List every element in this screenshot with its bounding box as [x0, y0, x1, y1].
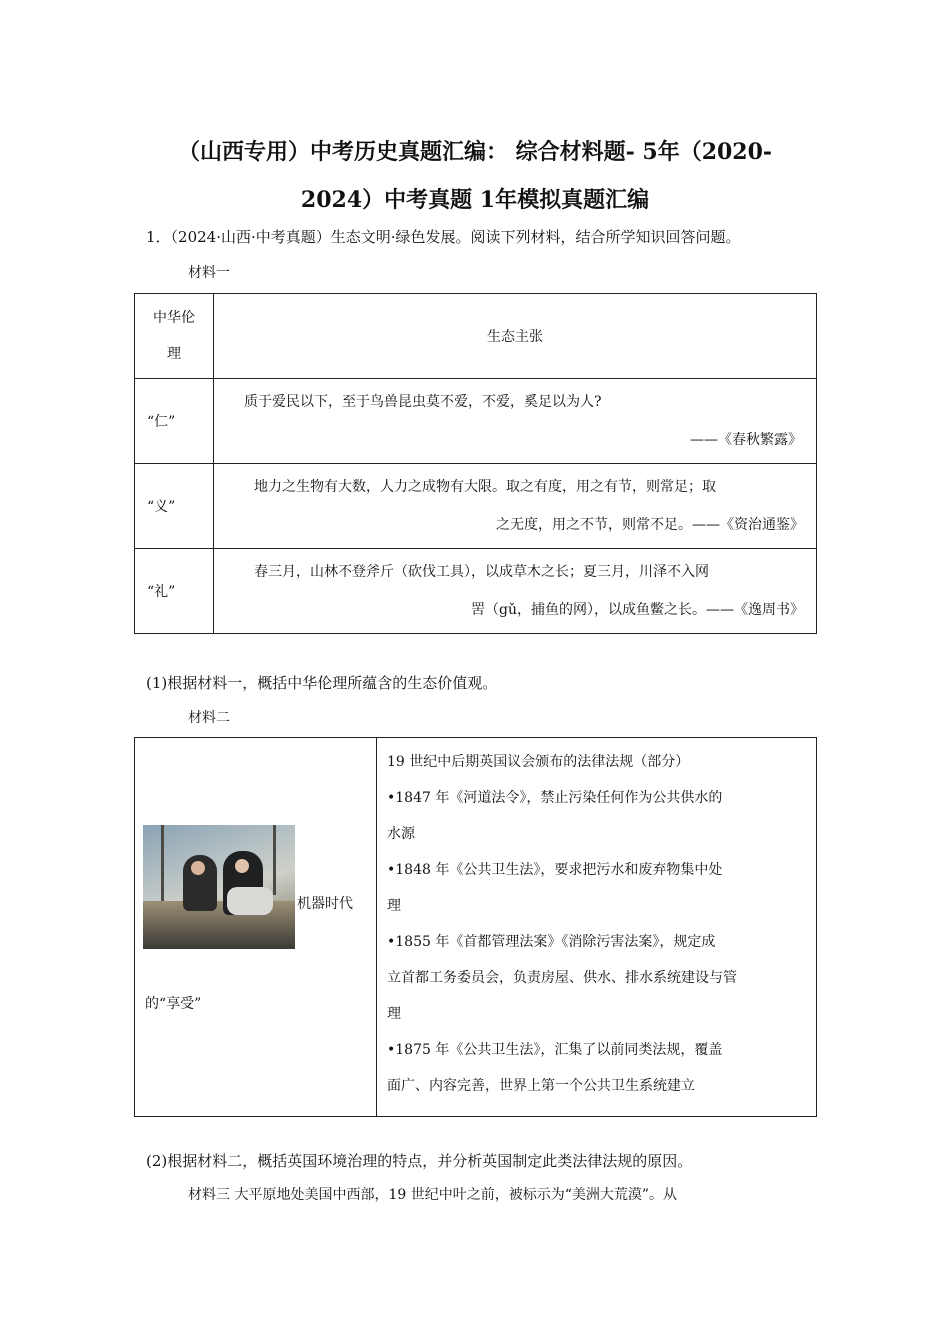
table-row	[135, 379, 817, 464]
laws-list-cell	[377, 738, 817, 1117]
painting-caption-part-1: 机器时代	[297, 896, 353, 912]
painting-image	[143, 825, 295, 949]
list-item: •1848 年《公共卫生法》，要求把污水和废弃物集中处	[387, 862, 723, 878]
sub-question-2: (2)根据材料二，概括英国环境治理的特点，并分析英国制定此类法律法规的原因。	[146, 1152, 693, 1170]
row-quote-yi	[214, 464, 817, 549]
header-ecology-cell: 生态主张	[214, 294, 817, 379]
header-ethics-cell	[135, 294, 214, 379]
document-title-line-2: 2024）中考真题 1年模拟真题汇编	[300, 187, 650, 213]
list-item: 立首都工务委员会，负责房屋、供水、排水系统建设与管	[387, 970, 737, 986]
material-1-table	[134, 293, 817, 634]
header-ethics-line-1: 中华伦	[153, 310, 195, 326]
row-label-ren: “仁”	[135, 379, 214, 464]
table-row	[135, 549, 817, 634]
row-label-li: “礼”	[135, 549, 214, 634]
row-quote-li	[214, 549, 817, 634]
list-item: •1875 年《公共卫生法》，汇集了以前同类法规，覆盖	[387, 1042, 723, 1058]
document-title-line-1: （山西专用）中考历史真题汇编： 综合材料题- 5年（2020-	[177, 139, 773, 165]
list-item: 面广、内容完善，世界上第一个公共卫生系统建立	[387, 1078, 695, 1094]
table-row	[135, 464, 817, 549]
laws-heading: 19 世纪中后期英国议会颁布的法律法规（部分）	[387, 754, 690, 770]
material-3-text: 材料三 大平原地处美国中西部，19 世纪中叶之前，被标示为“美洲大荒漠”。从	[188, 1187, 678, 1203]
row-label-yi: “义”	[135, 464, 214, 549]
material-2-table	[134, 737, 817, 1117]
list-item: •1847 年《河道法令》，禁止污染任何作为公共供水的	[387, 790, 723, 806]
list-item: 理	[387, 898, 401, 914]
material-2-label: 材料二	[188, 710, 230, 726]
material-1-label: 材料一	[188, 265, 230, 281]
table-header-row	[135, 294, 817, 379]
painting-caption-part-2: 的“享受”	[145, 996, 202, 1012]
quote-source: ——《春秋繁露》	[690, 432, 802, 448]
question-intro: 1．（2024·山西·中考真题）生态文明·绿色发展。阅读下列材料，结合所学知识回答问题。	[146, 228, 741, 246]
list-item: 水源	[387, 826, 415, 842]
table-row	[135, 738, 817, 1117]
list-item: 理	[387, 1006, 401, 1022]
quote-line: 质于爱民以下，至于鸟兽昆虫莫不爱，不爱，奚足以为人?	[244, 394, 602, 410]
quote-line: 春三月，山林不登斧斤（砍伐工具），以成草木之长；夏三月，川泽不入网	[254, 564, 709, 580]
header-ethics-line-2: 理	[167, 346, 181, 362]
quote-line: 之无度，用之不节，则常不足。——《资治通鉴》	[496, 517, 804, 533]
list-item: •1855 年《首都管理法案》《消除污害法案》，规定成	[387, 934, 716, 950]
quote-line: 地力之生物有大数，人力之成物有大限。取之有度，用之有节，则常足；取	[254, 479, 716, 495]
sub-question-1: (1)根据材料一，概括中华伦理所蕴含的生态价值观。	[146, 674, 498, 692]
painting-cell	[135, 738, 377, 1117]
quote-line: 罟（gǔ，捕鱼的网），以成鱼鳖之长。——《逸周书》	[471, 602, 804, 618]
row-quote-ren	[214, 379, 817, 464]
